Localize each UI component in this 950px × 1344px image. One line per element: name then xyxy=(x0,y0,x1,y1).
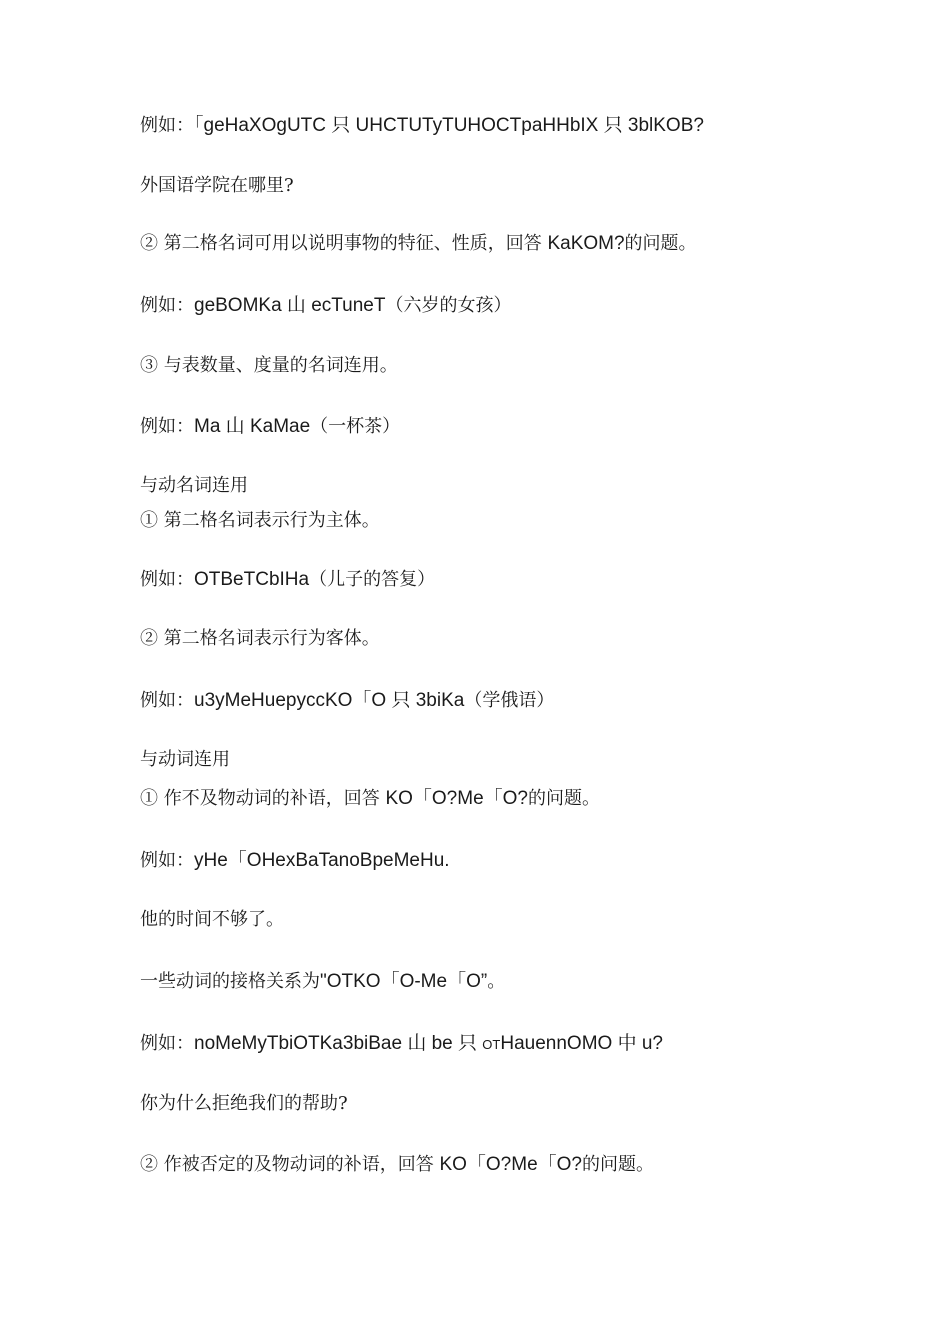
text-cn: 。 xyxy=(487,971,506,992)
text-cn: 他的时间不够了。 xyxy=(140,909,284,930)
text-line xyxy=(140,415,400,439)
text-cn: 一些动词的接格关系为 xyxy=(140,971,320,992)
text-cn: （六岁的女孩） xyxy=(385,295,512,316)
text-line xyxy=(140,787,600,811)
text-line xyxy=(140,908,284,932)
text-cn: （儿子的答复） xyxy=(309,569,436,590)
text-cn: 你为什么拒绝我们的帮助? xyxy=(140,1093,348,1114)
section-heading xyxy=(140,748,230,772)
text-cn: （一杯茶） xyxy=(310,416,401,437)
text-cn: ② 第二格名词可用以说明事物的特征、性质，回答 xyxy=(140,233,548,254)
text-latin: KO「O?Me「O? xyxy=(385,788,528,809)
text-cn: 的问题。 xyxy=(582,1154,654,1175)
text-line xyxy=(140,1153,654,1177)
text-line xyxy=(140,114,704,138)
text-line xyxy=(140,354,398,378)
text-line xyxy=(140,294,512,318)
text-cn: 例如： xyxy=(140,1033,194,1054)
text-cn: 例如： xyxy=(140,690,194,711)
text-line xyxy=(140,174,294,198)
text-line xyxy=(140,849,450,873)
text-latin: KaKOM? xyxy=(547,233,625,254)
text-cn: 外国语学院在哪里? xyxy=(140,175,294,196)
text-latin-small: OT xyxy=(482,1037,501,1052)
text-cn: （学俄语） xyxy=(464,690,555,711)
text-latin: geBOMKa 山 ecTuneT xyxy=(194,295,386,316)
text-cn: 例如： xyxy=(140,416,194,437)
text-line xyxy=(140,509,380,533)
text-cn: 例如： xyxy=(140,850,194,871)
text-cn: 例如： xyxy=(140,115,194,136)
text-cn: ① 作不及物动词的补语，回答 xyxy=(140,788,386,809)
text-cn: ② 第二格名词表示行为客体。 xyxy=(140,628,380,649)
text-cn: ③ 与表数量、度量的名词连用。 xyxy=(140,355,398,376)
text-line xyxy=(140,568,435,592)
text-cn: 例如： xyxy=(140,295,194,316)
text-line xyxy=(140,1032,663,1057)
text-cn: 的问题。 xyxy=(624,233,697,254)
text-cn: ② 作被否定的及物动词的补语，回答 xyxy=(140,1154,440,1175)
text-cn: 与动词连用 xyxy=(140,749,230,770)
text-line xyxy=(140,1092,348,1116)
text-cn: 的问题。 xyxy=(528,788,600,809)
text-latin: u3yMeHuepyccKO「O 只 3biKa xyxy=(194,690,465,711)
text-line xyxy=(140,232,697,256)
text-line xyxy=(140,627,380,651)
text-line xyxy=(140,970,505,994)
section-heading xyxy=(140,474,248,498)
text-latin: OTBeTCbIHa xyxy=(194,569,310,590)
text-cn: ① 第二格名词表示行为主体。 xyxy=(140,510,380,531)
text-line xyxy=(140,689,554,713)
text-latin: KO「O?Me「O? xyxy=(439,1154,582,1175)
text-latin: HauennOMO 中 u? xyxy=(500,1033,663,1054)
text-latin: noMeMyTbiOTKa3biBae 山 be 只 xyxy=(194,1033,483,1054)
text-latin: "OTKO「O-Me「O” xyxy=(320,971,488,992)
text-latin: 「geHaXOgUTC 只 UHCTUTyTUHOCTpaHHbIX 只 3blKOB? xyxy=(194,115,704,136)
text-cn: 例如： xyxy=(140,569,194,590)
text-latin: Ma 山 KaMae xyxy=(194,416,311,437)
text-latin: yHe「OHexBaTanoBpeMeHu. xyxy=(194,850,450,871)
text-cn: 与动名词连用 xyxy=(140,475,248,496)
